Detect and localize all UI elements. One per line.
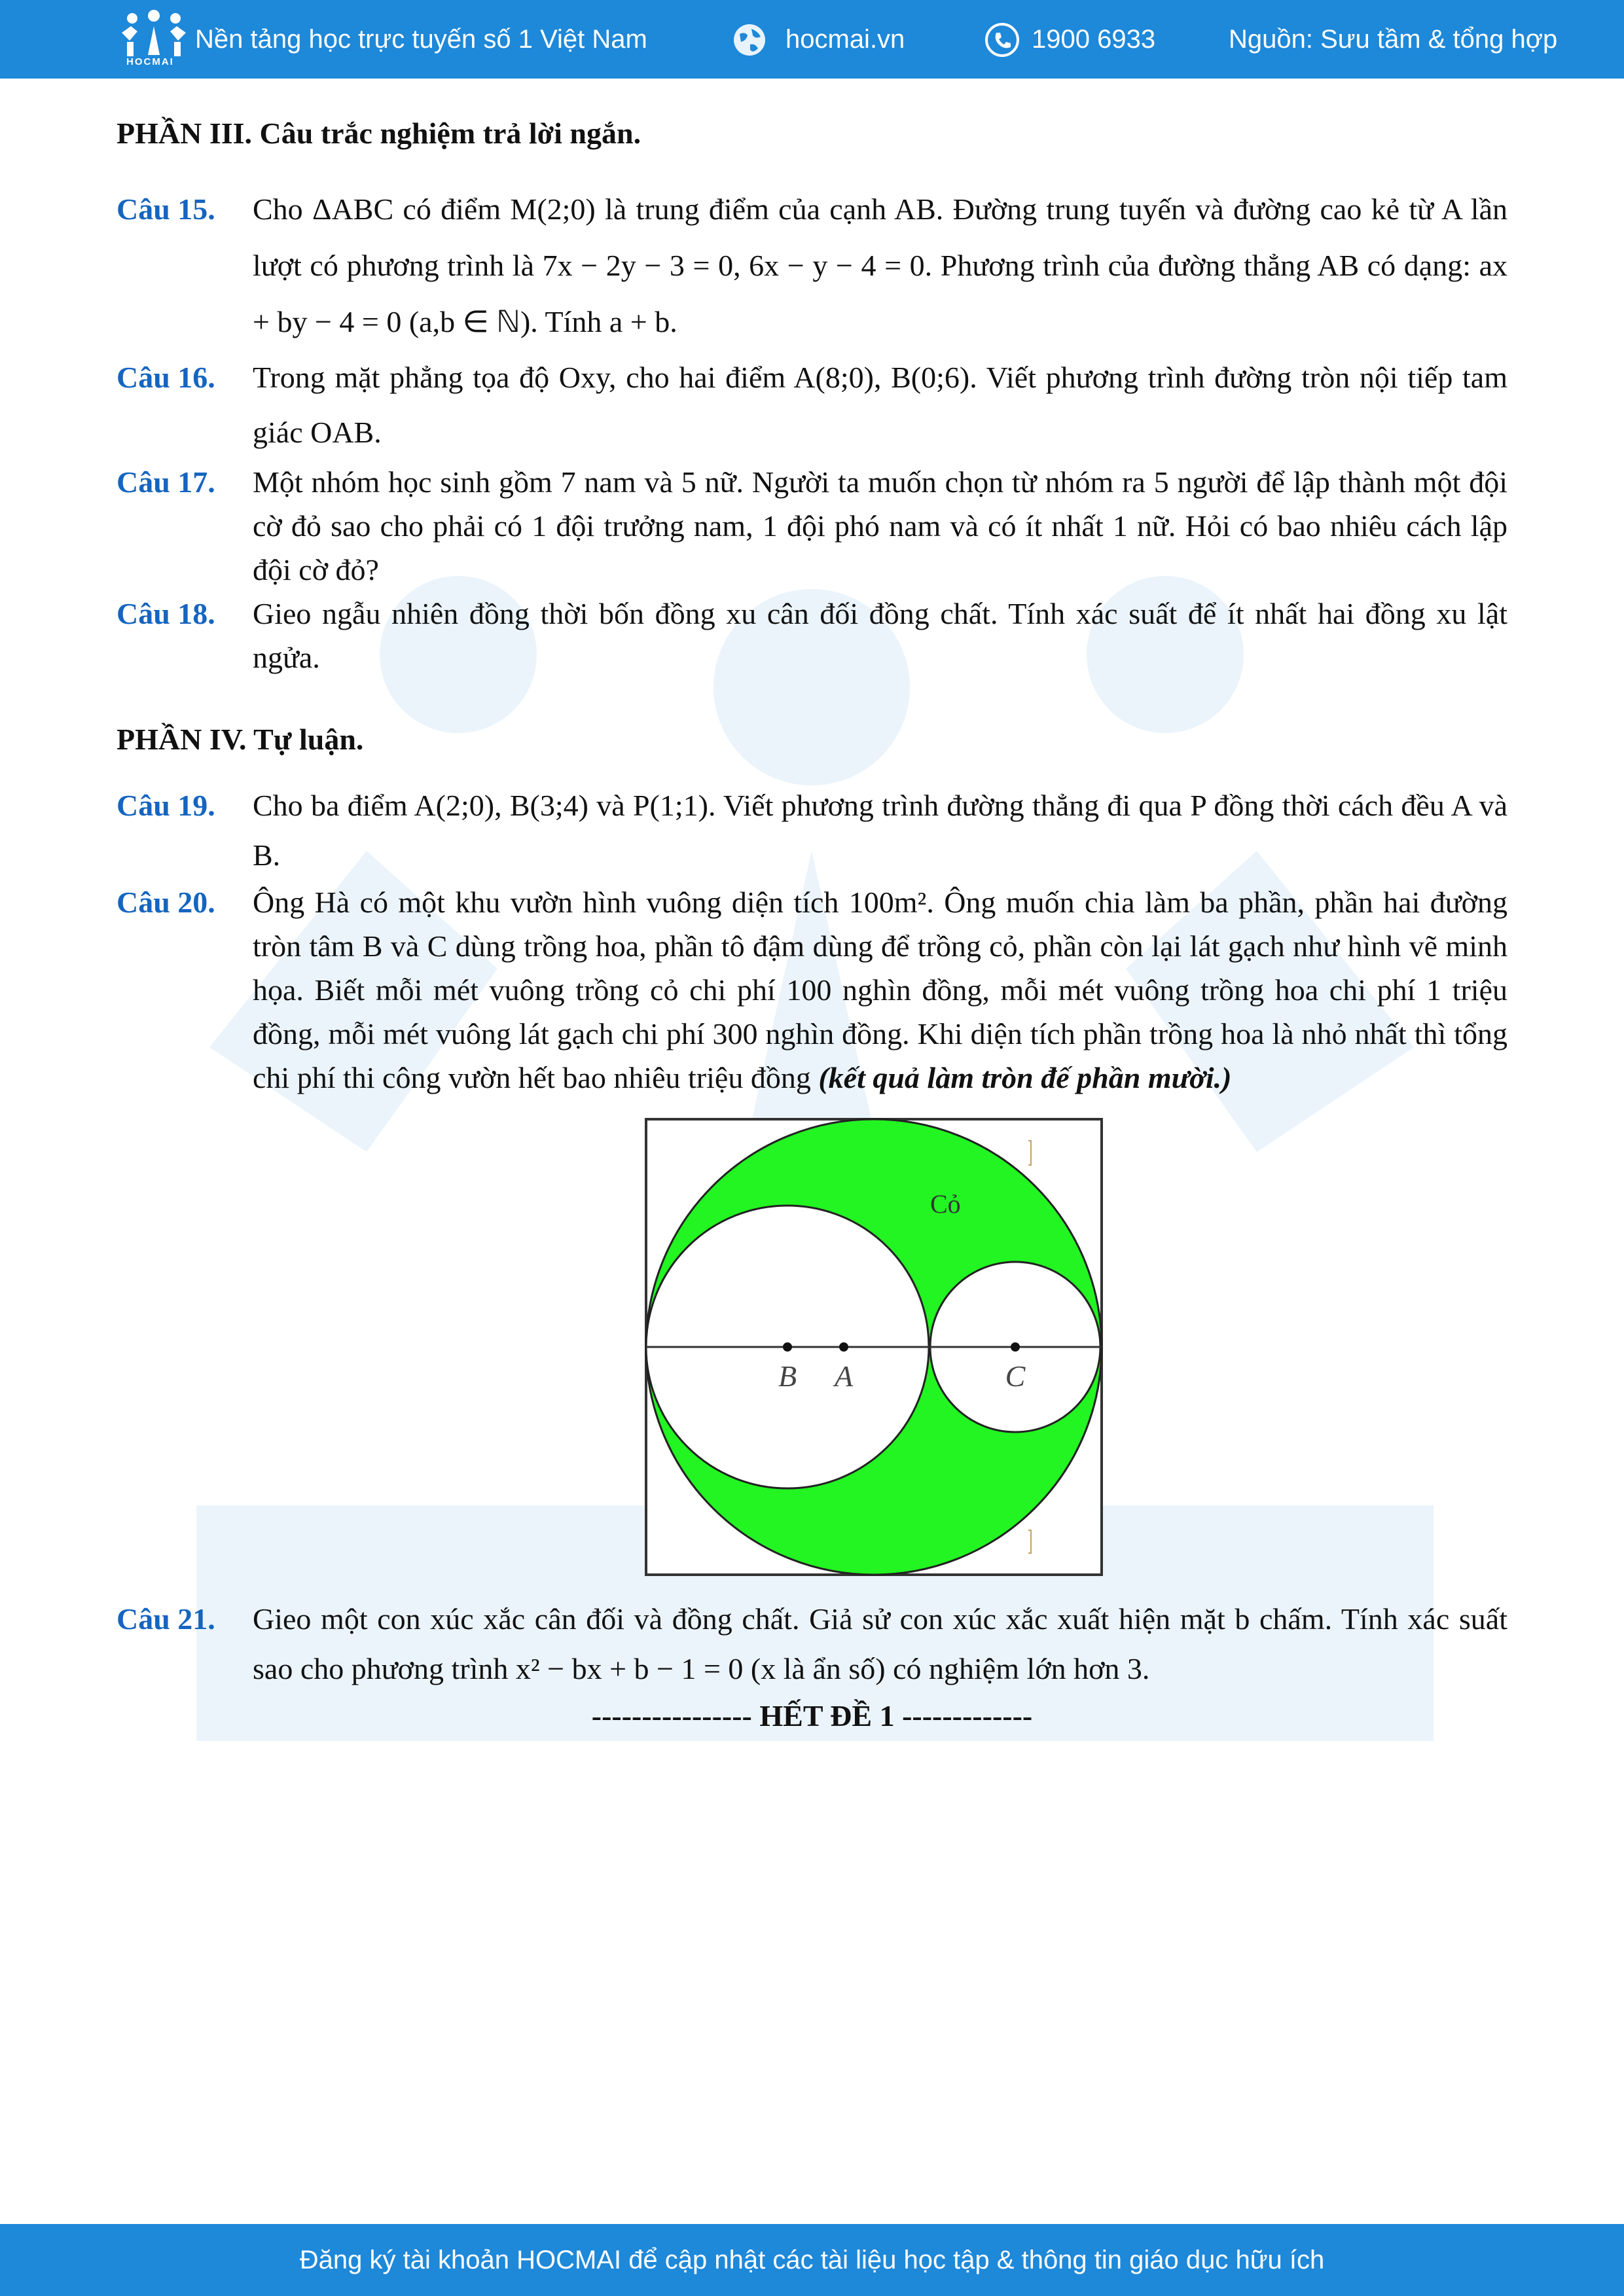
question-16-label: Câu 16. [117,361,215,394]
garden-diagram [645,1118,1103,1576]
question-15-label: Câu 15. [117,192,215,226]
part4-title: PHẦN IV. Tự luận. [117,723,364,756]
question-21-label: Câu 21. [117,1602,215,1636]
question-20-label: Câu 20. [117,886,215,919]
question-17-label: Câu 17. [117,465,215,499]
logo-text: HOCMAI [126,56,174,67]
question-20-text: Ông Hà có một khu vườn hình vuông diện tích 100m². Ông muốn chia làm ba phần, phần hai đường tròn tâm B và C dùng trồng hoa, phần tô đậm dùng để trồng cỏ, phần còn lại lát gạch như hình vẽ minh họa. Biết mỗi mét vuông trồng cỏ chi phí 100 nghìn đồng, mỗi mét vuông trồng hoa chi phí 1 triệu đồng, mỗi mét vuông lát gạch chi phí 300 nghìn đồng. Khi diện tích phần trồng hoa là nhỏ nhất thì tổng chi phí thi công vườn hết bao nhiêu triệu đồng [253,886,1507,1094]
question-17-text: Một nhóm học sinh gồm 7 nam và 5 nữ. Người ta muốn chọn từ nhóm ra 5 người để lập thành một đội cờ đỏ sao cho phải có 1 đội trưởng nam, 1 đội phó nam và có ít nhất 1 nữ. Hỏi có bao nhiêu cách lập đội cờ đỏ? [253,465,1507,586]
globe-icon [732,22,767,58]
question-20-emphasis: (kết quả làm tròn đế phần mười.) [818,1061,1232,1094]
header-tagline: Nền tảng học trực tuyến số 1 Việt Nam [195,25,647,54]
header-source: Nguồn: Sưu tầm & tổng hợp [1229,25,1558,54]
footer-text[interactable]: Đăng ký tài khoản HOCMAI để cập nhật các tài liệu học tập & thông tin giáo dục hữu ích [299,2246,1325,2274]
question-15 [117,181,1507,350]
header-bar [0,0,1624,79]
question-18-label: Câu 18. [117,597,215,630]
point-b-dot [783,1342,792,1352]
question-16 [117,350,1507,460]
header-website[interactable]: hocmai.vn [785,25,905,54]
question-19-text: Cho ba điểm A(2;0), B(3;4) và P(1;1). Viết phương trình đường thẳng đi qua P đồng thời cách đều A và B. [253,789,1507,872]
phone-icon [984,22,1020,58]
question-17 [117,460,1507,592]
question-21 [117,1594,1507,1694]
end-marker: ---------------- HẾT ĐỀ 1 ------------- [591,1699,1033,1732]
point-b-label: B [778,1359,797,1393]
question-18 [117,592,1507,679]
point-c-dot [1011,1342,1020,1352]
garden-figure [645,1118,1103,1576]
grass-label: Cỏ [930,1189,961,1219]
question-19 [117,781,1507,880]
question-18-text: Gieo ngẫu nhiên đồng thời bốn đồng xu cân đối đồng chất. Tính xác suất để ít nhất hai đồng xu lật ngửa. [253,597,1507,674]
question-21-text: Gieo một con xúc xắc cân đối và đồng chất. Giả sử con xúc xắc xuất hiện mặt b chấm. Tính xác suất sao cho phương trình x² − bx + b − 1 = 0 (x là ẩn số) có nghiệm lớn hơn 3. [253,1602,1507,1685]
footer-bar [0,2224,1624,2296]
point-c-label: C [1005,1359,1026,1393]
point-a-label: A [834,1359,854,1393]
document-body [117,111,1507,1738]
header-phone[interactable]: 1900 6933 [1032,25,1156,54]
point-a-dot [839,1342,848,1352]
question-19-label: Câu 19. [117,789,215,822]
question-16-text: Trong mặt phẳng tọa độ Oxy, cho hai điểm A(8;0), B(0;6). Viết phương trình đường tròn nội tiếp tam giác OAB. [253,361,1507,449]
part3-title: PHẦN III. Câu trắc nghiệm trả lời ngắn. [117,117,641,150]
question-20 [117,880,1507,1100]
question-15-text: Cho ΔABC có điểm M(2;0) là trung điểm của cạnh AB. Đường trung tuyến và đường cao kẻ từ A lần lượt có phương trình là 7x − 2y − 3 = 0, 6x − y − 4 = 0. Phương trình của đường thẳng AB có dạng: ax + by − 4 = 0 (a,b ∈ ℕ). Tính a + b. [253,192,1507,338]
